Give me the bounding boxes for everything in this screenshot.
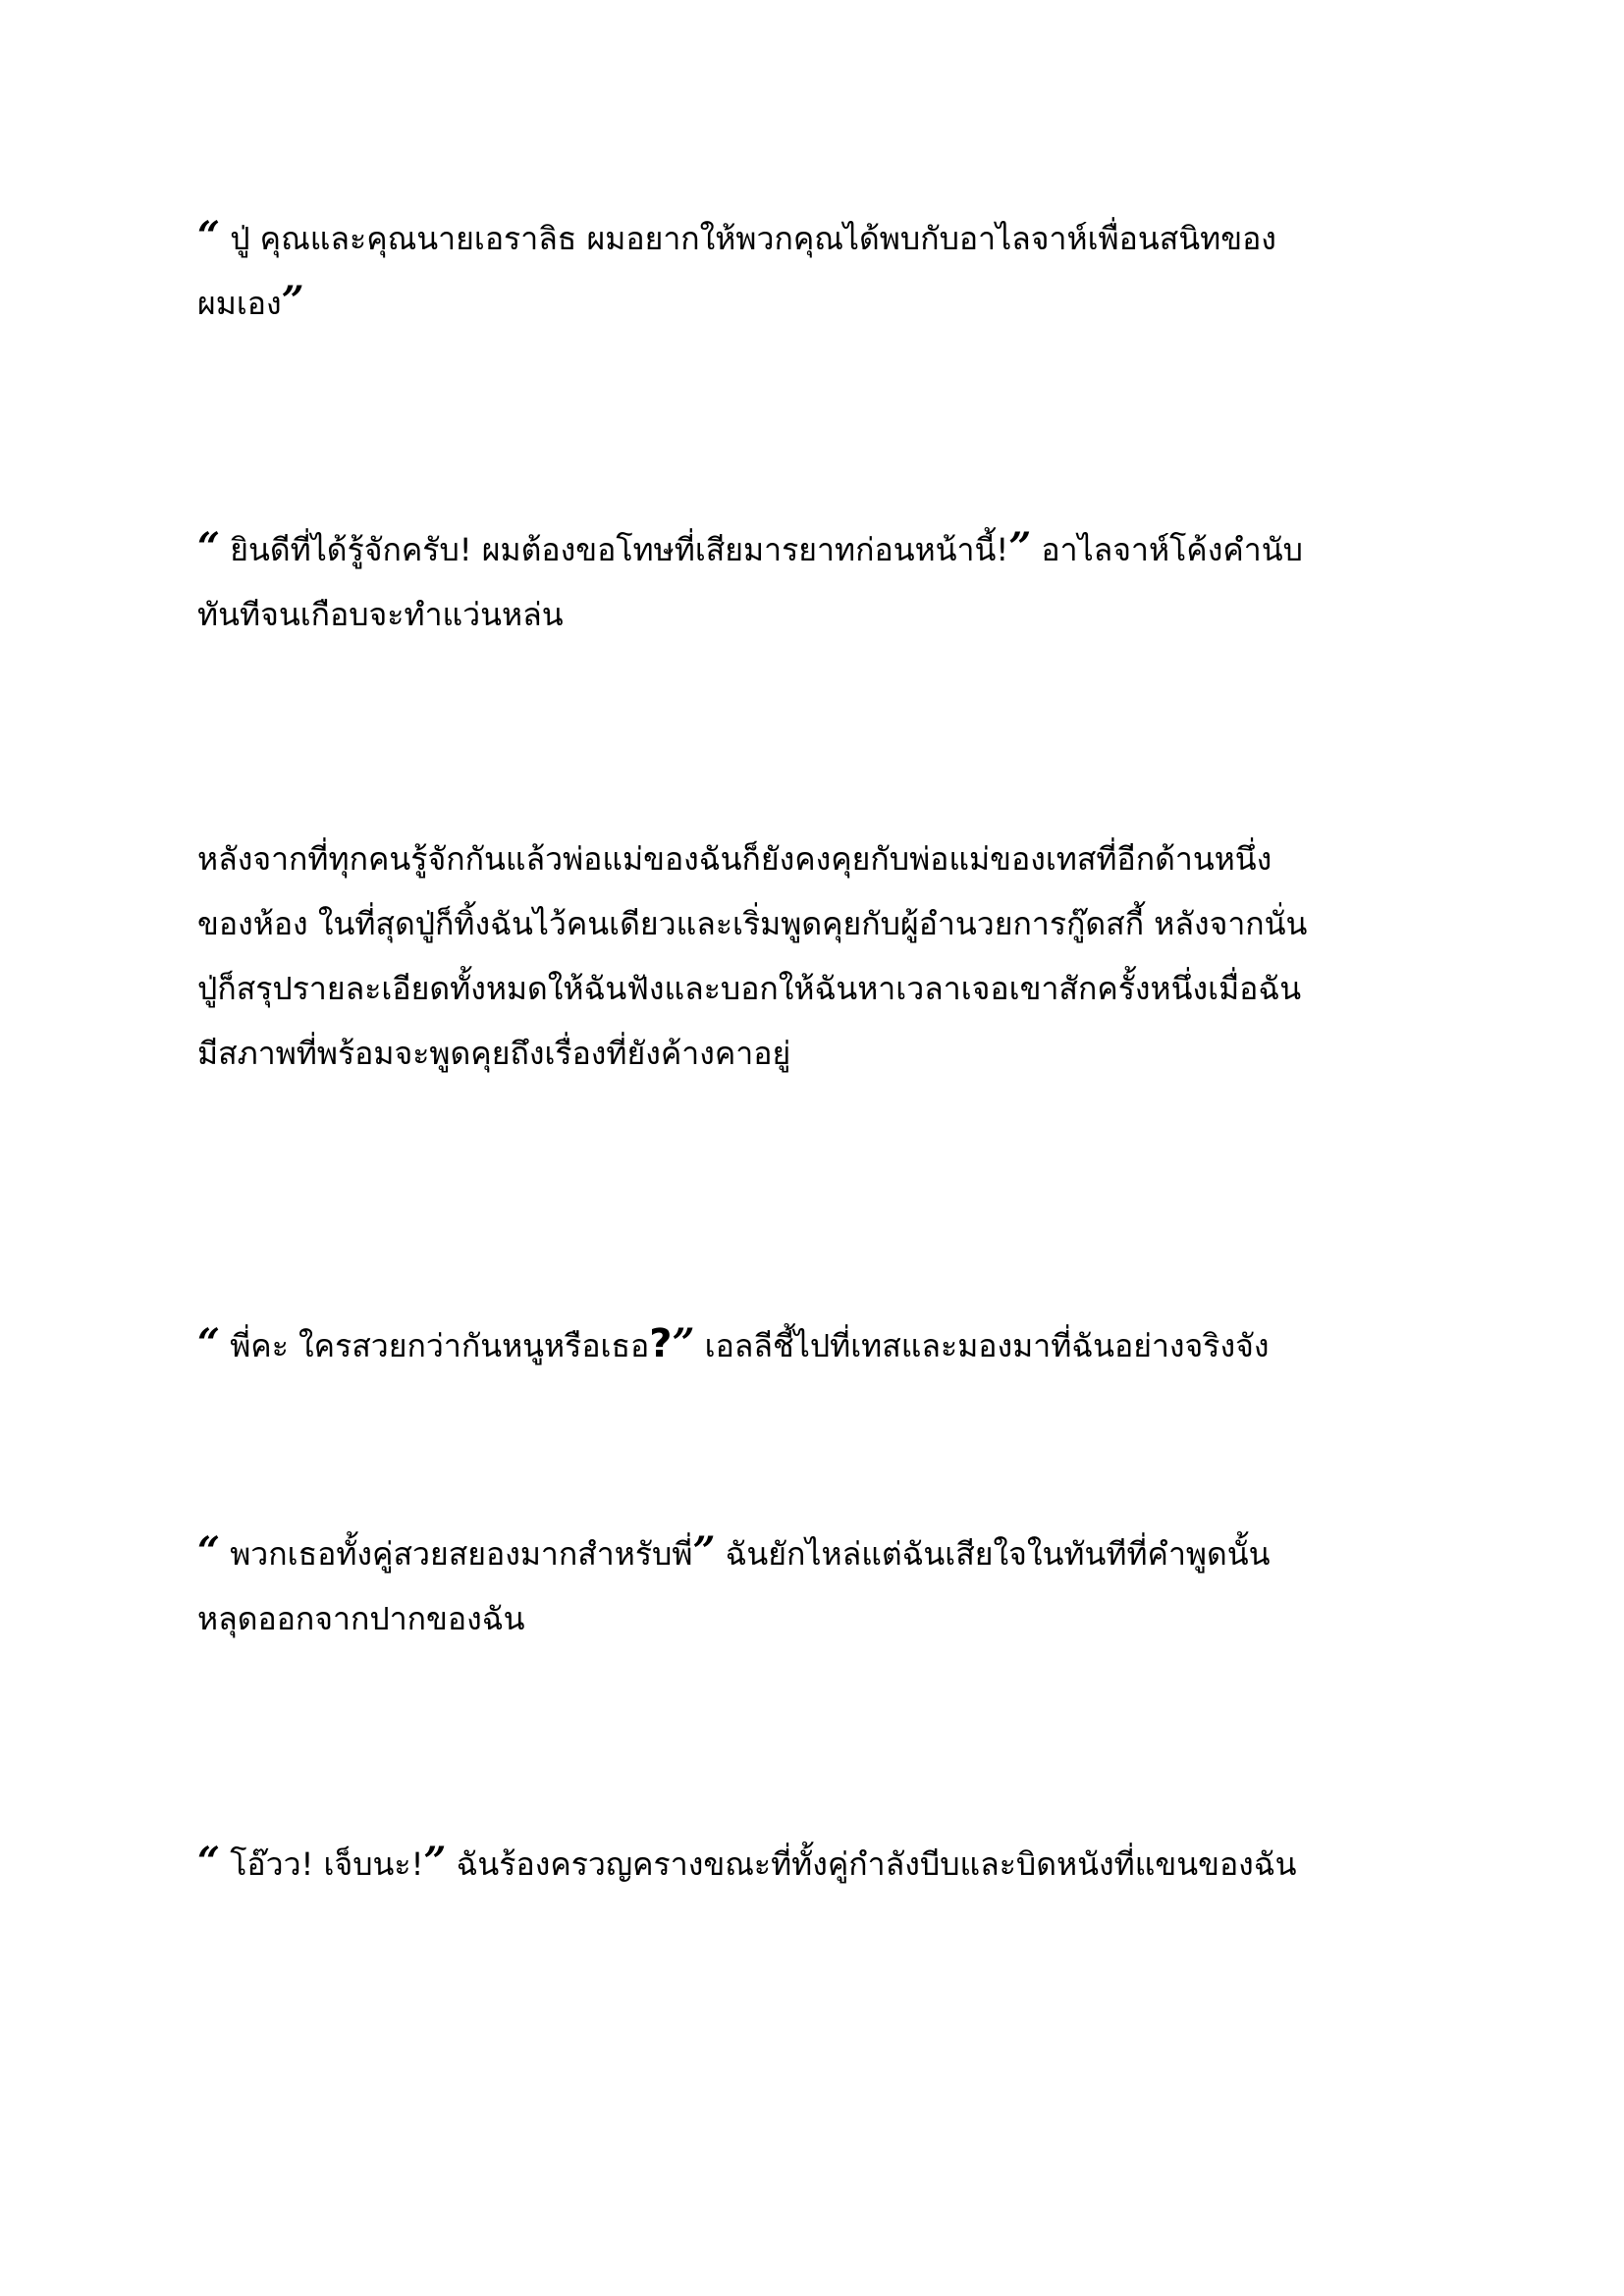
open-quote: “ bbox=[197, 524, 221, 570]
question-mark: ? bbox=[649, 1321, 673, 1366]
text-run: ปู่ คุณและคุณนายเอราลิธ ผมอยากให้พวกคุณได้พบกับอาไลจาห์เพื่อนสนิทของ bbox=[220, 220, 1276, 257]
paragraph-4-line-1 bbox=[197, 1313, 1464, 1378]
paragraph-2-line-1 bbox=[197, 517, 1464, 582]
paragraph-2 bbox=[197, 517, 1464, 647]
paragraph-3-line-4 bbox=[197, 1021, 1464, 1086]
text-run: ฉันยักไหล่แต่ฉันเสียใจในทันทีที่คำพูดนั้น bbox=[715, 1535, 1271, 1573]
paragraph-3 bbox=[197, 827, 1464, 1086]
text-run: ยินดีที่ได้รู้จักครับ! ผมต้องขอโทษที่เสียมารยาทก่อนหน้านี้! bbox=[220, 531, 1009, 568]
paragraph-5-line-1 bbox=[197, 1522, 1464, 1586]
close-quote: ” bbox=[281, 278, 304, 324]
paragraph-1 bbox=[197, 206, 1464, 336]
paragraph-3-line-2 bbox=[197, 891, 1464, 956]
text-run: ทันทีจนเกือบจะทำแว่นหล่น bbox=[197, 596, 564, 633]
open-quote: “ bbox=[197, 1320, 221, 1366]
text-run: ปู่ก็สรุปรายละเอียดทั้งหมดให้ฉันฟังและบอกให้ฉันหาเวลาเจอเขาสักครั้งหนึ่งเมื่อฉัน bbox=[197, 970, 1302, 1007]
paragraph-3-line-1 bbox=[197, 827, 1464, 891]
close-quote: ” bbox=[672, 1320, 695, 1366]
text-run: มีสภาพที่พร้อมจะพูดคุยถึงเรื่องที่ยังค้างคาอยู่ bbox=[197, 1035, 791, 1072]
close-quote: ” bbox=[423, 1839, 447, 1885]
paragraph-5 bbox=[197, 1522, 1464, 1651]
paragraph-6 bbox=[197, 1832, 1464, 1896]
text-run: พวกเธอทั้งคู่สวยสยองมากสำหรับพี่ bbox=[220, 1535, 693, 1573]
open-quote: “ bbox=[197, 213, 221, 259]
paragraph-3-line-3 bbox=[197, 956, 1464, 1021]
paragraph-6-line-1 bbox=[197, 1832, 1464, 1896]
paragraph-1-line-2 bbox=[197, 271, 1464, 336]
text-run: หลุดออกจากปากของฉัน bbox=[197, 1600, 525, 1637]
text-run: ของห้อง ในที่สุดปู่ก็ทิ้งฉันไว้คนเดียวและเริ่มพูดคุยกับผู้อำนวยการกู๊ดสกี้ หลังจากนั่น bbox=[197, 905, 1308, 942]
close-quote: ” bbox=[1008, 524, 1032, 570]
paragraph-5-line-2 bbox=[197, 1586, 1464, 1651]
text-run: หลังจากที่ทุกคนรู้จักกันแล้วพ่อแม่ของฉันก็ยังคงคุยกับพ่อแม่ของเทสที่อีกด้านหนึ่ง bbox=[197, 840, 1272, 878]
text-run: พี่คะ ใครสวยกว่ากันหนูหรือเธอ bbox=[220, 1327, 650, 1364]
paragraph-2-line-2 bbox=[197, 582, 1464, 647]
open-quote: “ bbox=[197, 1839, 221, 1885]
text-run: ผมเอง bbox=[197, 285, 282, 322]
open-quote: “ bbox=[197, 1528, 221, 1575]
text-run: โอ๊วว! เจ็บนะ! bbox=[220, 1845, 424, 1883]
text-run: ฉันร้องครวญครางขณะที่ทั้งคู่กำลังบีบและบิดหนังที่แขนของฉัน bbox=[446, 1845, 1297, 1883]
text-run: อาไลจาห์โค้งคำนับ bbox=[1031, 531, 1303, 568]
paragraph-1-line-1 bbox=[197, 206, 1464, 271]
text-run: เอลลีชี้ไปที่เทสและมองมาที่ฉันอย่างจริงจัง bbox=[694, 1327, 1270, 1364]
close-quote: ” bbox=[692, 1528, 716, 1575]
paragraph-4 bbox=[197, 1313, 1464, 1378]
